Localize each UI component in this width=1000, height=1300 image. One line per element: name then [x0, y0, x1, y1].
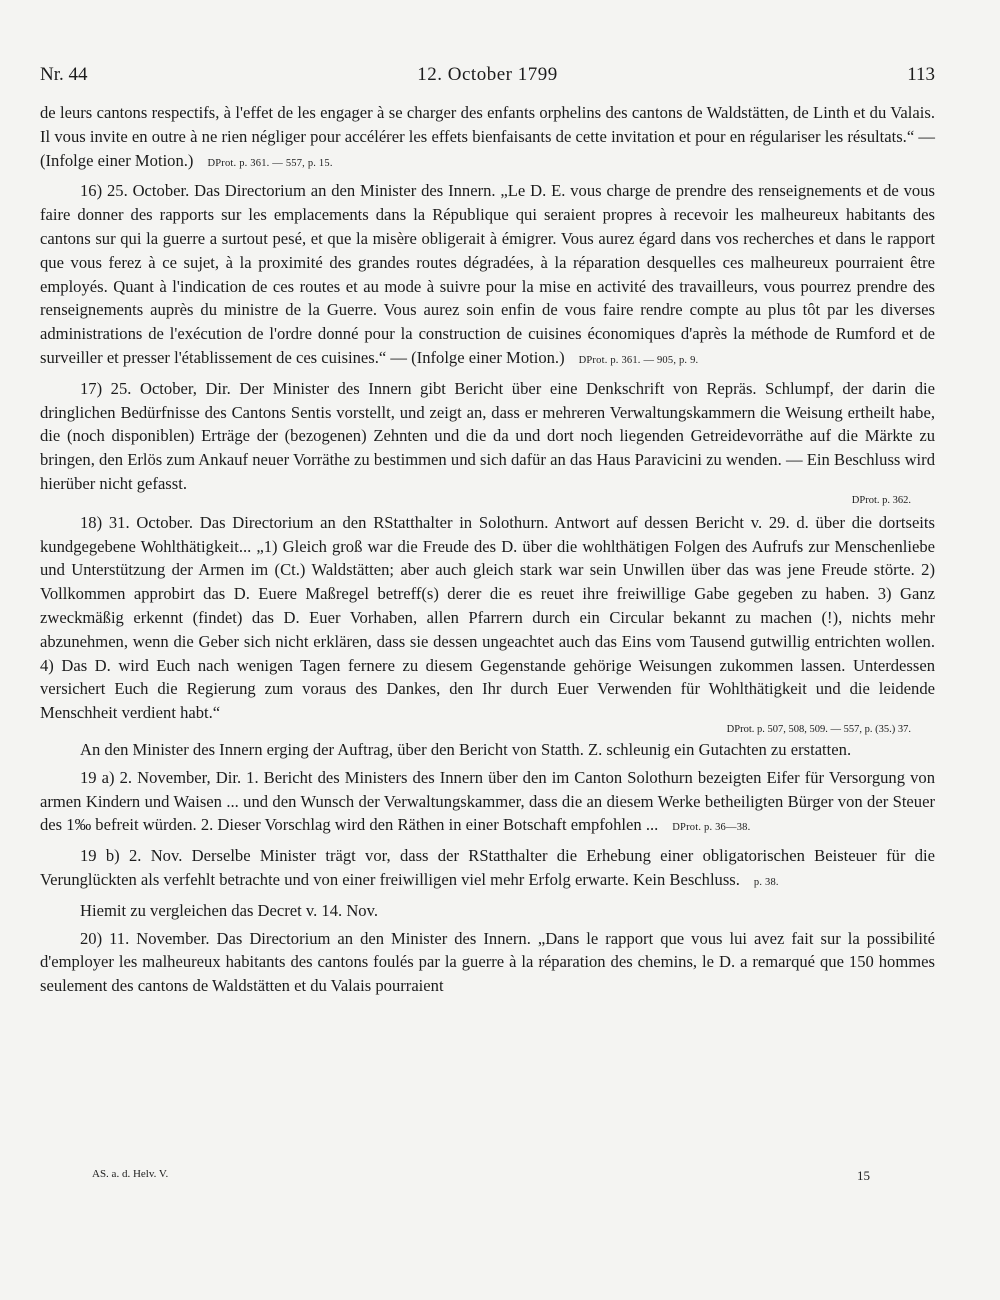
paragraph-text: 19 b) 2. Nov. Derselbe Minister trägt vor, dass der RStatthalter die Erhebung einer obligatorischen Beisteuer für die Verunglückten als verfehlt betrachte und von einer freiwilligen viel mehr Erfolg erwarte. Kein Beschluss. — [40, 846, 935, 889]
source-signature: AS. a. d. Helv. V. — [92, 1168, 169, 1180]
paragraph-text: 18) 31. October. Das Directorium an den RStatthalter in Solothurn. Antwort auf dessen Bericht v. 29. d. über die dortseits kundgegebene Wohlthätigkeit... „1) Gleich groß war die Freude des D. über die wohlthätigen Folgen des Aufrufs zur Menschenliebe und Unterstützung der Armen im (Ct.) Waldstätten; aber auch gleich stark war sein Unwillen über das was jene Freude störte. 2) Vollkommen approbirt das D. Euere Maßregel betreff(s) derer die es reuet ihre freiwillige Gabe gegeben zu haben. 3) Ganz zweckmäßig erkennt (findet) das D. Euer Vorhaben, allen Pfarrern durch ein Circular bekannt zu machen (!), nichts mehr abzunehmen, wenn die Geber sich nicht erklären, dass sie dessen ungeachtet auch das Eins vom Tausend gutwillig entrichten wollen. 4) Das D. wird Euch nach wenigen Tagen fernere zu diesem Gegenstande gehörige Weisungen zukommen lassen. Unterdessen versichert Euch die Regierung zum voraus des Dankes, den Ihr durch Euer Verwenden für Wohlthätigkeit und die leidende Menschheit verdient habt.“ — [40, 512, 935, 723]
paragraph-text: 19 a) 2. November, Dir. 1. Bericht des Ministers des Innern über den im Canton Solothurn bezeigten Eifer für Versorgung von armen Kindern und Waisen ... und den Wunsch der Verwaltungskammer, dass die an diesem Werke betheiligten Bürger von der Steuer des 1‰ befreit würden. 2. Dieser Vorschlag wird den Räthen in einer Botschaft empfohlen ... — [40, 767, 935, 835]
paragraph-text: An den Minister des Innern erging der Auftrag, über den Bericht von Statth. Z. schleunig ein Gutachten zu erstatten. — [80, 739, 852, 759]
protocol-reference: DProt. p. 362. — [851, 494, 911, 506]
sheet-number: 15 — [857, 1168, 870, 1183]
paragraph-entry-16 — [40, 179, 935, 372]
paragraph-comparison-note — [40, 899, 935, 923]
paragraph-entry-18 — [40, 511, 935, 725]
protocol-reference: DProt. p. 507, 508, 509. — 557, p. (35.) 37. — [726, 723, 911, 735]
paragraph-text: de leurs cantons respectifs, à l'effet de les engager à se charger des enfants orphelins des cantons de Waldstätten, de Linth et du Valais. Il vous invite en outre à ne rien négliger pour accélérer les effets bienfaisants de cette invitation et pour en régulariser les résultats.“ — (Infolge einer Motion.) — [40, 103, 935, 170]
protocol-reference: DProt. p. 361. — 905, p. 9. — [578, 354, 699, 366]
paragraph-text: 16) 25. October. Das Directorium an den Minister des Innern. „Le D. E. vous charge de prendre des renseignements et de vous faire donner des rapports sur les emplacements dans la République qui seraient propres à recevoir les malheureux habitants des cantons sur qui la guerre a surtout pesé, et que la misère obligerait à émigrer. Vous aurez égard dans vos recherches et dans le rapport que vous ferez à ce sujet, à la proximité des grandes routes dégradées, à la réparation desquelles ces malheureux pourraient être employés. Quant à l'indication de ces routes et au mode à suivre pour la mise en activité des travailleurs, vous pourrez prendre des renseignements auprès du ministre de la Guerre. Vous aurez soin enfin de vous faire rendre compte au plus tôt par les diverses administrations de l'exécution de l'ordre donné pour la construction de cuisines économiques d'après la méthode de Rumford et de surveiller et presser l'établissement de ces cuisines.“ — (Infolge einer Motion.) — [40, 181, 935, 367]
paragraph-text: 17) 25. October, Dir. Der Minister des Innern gibt Bericht über eine Denkschrift von Repräs. Schlumpf, der darin die dringlichen Bedürfnisse des Cantons Sentis vorstellt, und zeigt an, dass er mehreren Verwaltungskammern die Weisung ertheilt habe, die (noch disponiblen) Erträge der (bezogenen) Zehnten und die da und dort noch liegenden Getreidevorräthe auf die Märkte zu bringen, den Erlös zum Ankauf neuer Vorräthe zu bestimmen und sich dafür an das Haus Paravicini zu wenden. — Ein Beschluss wird hierüber nicht gefasst. — [40, 378, 935, 493]
paragraph-continuation — [40, 101, 935, 175]
protocol-reference: p. 38. — [753, 876, 779, 888]
running-head — [40, 64, 935, 94]
body-text — [40, 101, 935, 998]
page-footer — [92, 1168, 870, 1188]
protocol-reference: DProt. p. 36—38. — [672, 822, 751, 834]
paragraph-entry-19a — [40, 766, 935, 840]
document-number: Nr. 44 — [40, 64, 88, 85]
protocol-reference: DProt. p. 361. — 557, p. 15. — [207, 157, 333, 169]
paragraph-note — [40, 738, 935, 762]
paragraph-entry-19b — [40, 844, 935, 895]
paragraph-text: 20) 11. November. Das Directorium an den Minister des Innern. „Dans le rapport que vous lui avez fait sur la possibilité d'employer les malheureux habitants des cantons foulés par la guerre à la réparation des chemins, le D. a remarqué que 150 hommes seulement des cantons de Waldstätten et du Valais pourraient — [40, 928, 935, 996]
document-date: 12. October 1799 — [417, 64, 558, 85]
paragraph-entry-20 — [40, 927, 935, 998]
page-number: 113 — [907, 64, 935, 85]
paragraph-text: Hiemit zu vergleichen das Decret v. 14. Nov. — [80, 900, 378, 920]
paragraph-entry-17 — [40, 377, 935, 496]
